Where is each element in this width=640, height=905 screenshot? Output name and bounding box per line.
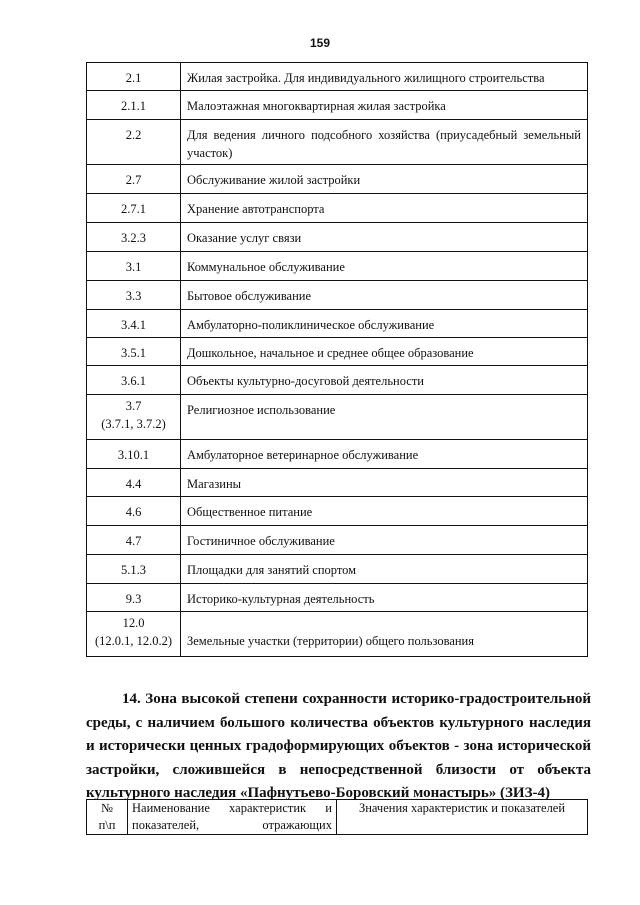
table-row xyxy=(87,310,588,338)
name-cell: Амбулаторно-поликлиническое обслуживание xyxy=(181,310,588,338)
characteristics-header-row xyxy=(87,800,588,835)
table-row xyxy=(87,63,588,91)
code-value: 12.0 xyxy=(122,616,145,630)
code-cell xyxy=(87,252,181,281)
name-cell: Религиозное использование xyxy=(181,395,588,440)
code-subvalue: (3.7.1, 3.7.2) xyxy=(101,417,166,432)
table-row xyxy=(87,366,588,395)
table-row xyxy=(87,440,588,469)
num-header-line2: п\п xyxy=(98,817,116,832)
code-value: 3.1 xyxy=(125,260,142,274)
code-value: 3.7 xyxy=(125,399,142,413)
table-row xyxy=(87,612,588,657)
code-cell xyxy=(87,223,181,252)
name-cell: Жилая застройка. Для индивидуального жилищного строительства xyxy=(181,63,588,91)
code-cell xyxy=(87,281,181,310)
code-value: 2.7 xyxy=(125,173,142,187)
land-use-codes-table xyxy=(86,62,588,657)
table-row xyxy=(87,91,588,120)
name-cell: Дошкольное, начальное и среднее общее образование xyxy=(181,338,588,366)
name-cell: Для ведения личного подсобного хозяйства (приусадебный земельный участок) xyxy=(181,120,588,165)
characteristics-table xyxy=(86,799,588,835)
name-cell: Земельные участки (территории) общего пользования xyxy=(181,612,588,657)
code-value: 3.2.3 xyxy=(121,231,146,245)
name-cell: Коммунальное обслуживание xyxy=(181,252,588,281)
code-cell xyxy=(87,555,181,584)
section-14-title: 14. Зона высокой степени сохранности историко-градостроительной среды, с наличием большого количества объектов культурного наследия и исторически ценных градоформирующих объектов - зона исторической застройки, сложившейся в непосредственной близости от объекта культурного наследия «Пафнутьево-Боровский монастырь» (ЗИЗ-4) xyxy=(86,691,591,801)
code-value: 4.7 xyxy=(125,534,142,548)
name-cell: Малоэтажная многоквартирная жилая застройка xyxy=(181,91,588,120)
code-cell xyxy=(87,395,181,440)
table-row xyxy=(87,120,588,165)
table-row xyxy=(87,194,588,223)
name-cell: Гостиничное обслуживание xyxy=(181,526,588,555)
name-cell: Магазины xyxy=(181,469,588,497)
code-value: 4.4 xyxy=(125,477,142,491)
code-value: 3.5.1 xyxy=(121,346,146,360)
code-cell xyxy=(87,120,181,165)
name-cell: Амбулаторное ветеринарное обслуживание xyxy=(181,440,588,469)
code-cell xyxy=(87,91,181,120)
name-cell: Площадки для занятий спортом xyxy=(181,555,588,584)
code-cell xyxy=(87,165,181,194)
code-cell xyxy=(87,497,181,526)
code-cell xyxy=(87,612,181,657)
name-cell: Обслуживание жилой застройки xyxy=(181,165,588,194)
code-cell xyxy=(87,310,181,338)
num-header-cell xyxy=(87,800,128,835)
name-cell: Оказание услуг связи xyxy=(181,223,588,252)
code-value: 3.4.1 xyxy=(121,318,146,332)
code-cell xyxy=(87,338,181,366)
code-value: 4.6 xyxy=(125,505,142,519)
name-cell: Бытовое обслуживание xyxy=(181,281,588,310)
code-cell xyxy=(87,194,181,223)
table-row xyxy=(87,555,588,584)
table-row xyxy=(87,395,588,440)
code-cell xyxy=(87,526,181,555)
code-value: 3.6.1 xyxy=(121,374,146,388)
table-row xyxy=(87,497,588,526)
code-value: 2.1 xyxy=(125,71,142,85)
code-cell xyxy=(87,63,181,91)
code-value: 2.7.1 xyxy=(121,202,146,216)
table-row xyxy=(87,252,588,281)
code-value: 5.1.3 xyxy=(121,563,146,577)
table-row xyxy=(87,526,588,555)
num-header-line1: № xyxy=(101,801,113,815)
page-number: 159 xyxy=(309,36,331,50)
code-cell xyxy=(87,440,181,469)
table-row xyxy=(87,338,588,366)
name-cell: Общественное питание xyxy=(181,497,588,526)
code-cell xyxy=(87,584,181,612)
name-cell: Объекты культурно-досуговой деятельности xyxy=(181,366,588,395)
table-row xyxy=(87,223,588,252)
code-value: 2.2 xyxy=(125,128,142,142)
code-value: 9.3 xyxy=(125,592,142,606)
table-row xyxy=(87,469,588,497)
code-value: 3.3 xyxy=(125,289,142,303)
code-value: 3.10.1 xyxy=(117,448,150,462)
code-cell xyxy=(87,469,181,497)
name-header-cell: Наименование характеристик и показателей, отражающих xyxy=(128,800,337,835)
codes-table-body xyxy=(87,63,588,657)
code-cell xyxy=(87,366,181,395)
values-header-cell: Значения характеристик и показателей xyxy=(337,800,588,835)
code-value: 2.1.1 xyxy=(121,99,146,113)
name-cell: Хранение автотранспорта xyxy=(181,194,588,223)
code-subvalue: (12.0.1, 12.0.2) xyxy=(94,634,173,649)
table-row xyxy=(87,281,588,310)
table-row xyxy=(87,584,588,612)
name-cell: Историко-культурная деятельность xyxy=(181,584,588,612)
table-row xyxy=(87,165,588,194)
